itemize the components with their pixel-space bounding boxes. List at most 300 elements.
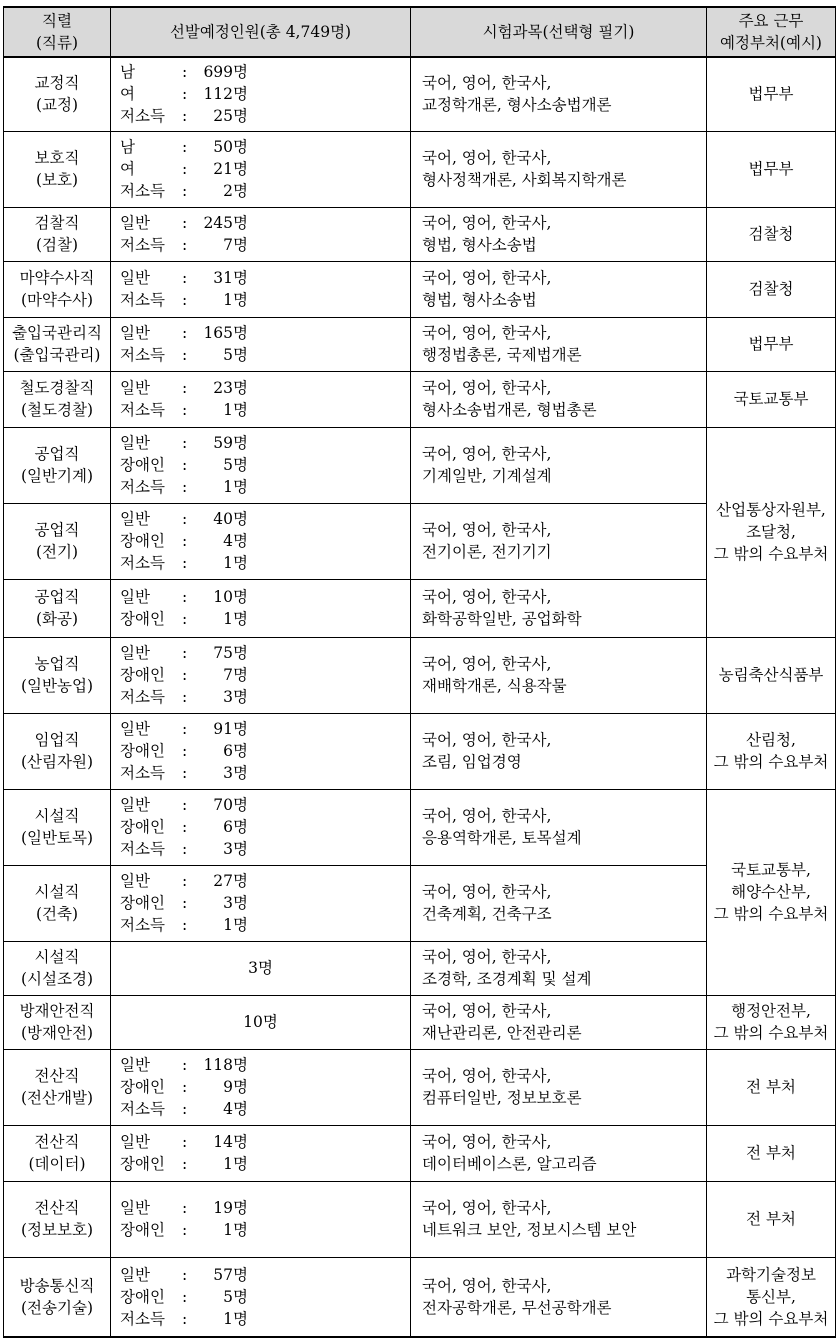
selection-cell (111, 261, 411, 317)
selection-category: 일반 (120, 269, 150, 287)
table-row (4, 1049, 836, 1125)
job-cell (4, 427, 111, 503)
selection-category: 일반 (120, 379, 150, 397)
table-row (4, 131, 836, 207)
subject-line: 재배학개론, 식용작물 (422, 677, 567, 695)
selection-cell (111, 57, 411, 131)
subject-line: 국어, 영어, 한국사, (422, 588, 552, 606)
dept-cell (707, 1257, 836, 1337)
selection-count: 6명 (223, 818, 248, 836)
dept-cell (707, 1049, 836, 1125)
selection-count: 1명 (223, 401, 248, 419)
subjects-cell (411, 1257, 707, 1337)
colon-separator: : (182, 269, 188, 287)
selection-cell (111, 579, 411, 637)
selection-line (120, 816, 410, 838)
selection-category: 저소득 (120, 554, 165, 572)
subject-line: 국어, 영어, 한국사, (422, 948, 552, 966)
subject-line: 형법, 형사소송법 (422, 236, 537, 254)
table-row (4, 995, 836, 1049)
selection-line (120, 608, 410, 630)
selection-count: 1명 (223, 1221, 248, 1239)
colon-separator: : (182, 236, 188, 254)
selection-line (120, 180, 410, 202)
job-line: (검찰) (35, 236, 79, 254)
job-cell (4, 637, 111, 713)
header-dept (707, 7, 836, 57)
dept-line: 그 밖의 수요부처 (713, 1024, 829, 1042)
colon-separator: : (182, 764, 188, 782)
colon-separator: : (182, 107, 188, 126)
selection-cell (111, 1125, 411, 1181)
selection-count: 4명 (223, 1100, 248, 1118)
job-line: 시설직 (34, 807, 80, 825)
selection-cell (111, 207, 411, 261)
table-row (4, 57, 836, 131)
dept-cell (707, 207, 836, 261)
subjects-cell (411, 427, 707, 503)
selection-line (120, 794, 410, 816)
selection-line (120, 914, 410, 936)
job-line: 전산직 (34, 1133, 80, 1151)
colon-separator: : (182, 688, 188, 706)
job-line: (일반농업) (21, 677, 93, 695)
job-line: 임업직 (34, 731, 80, 749)
selection-count: 5명 (223, 346, 248, 364)
selection-category: 저소득 (120, 478, 165, 496)
selection-line (120, 1076, 410, 1098)
selection-count: 1명 (223, 478, 248, 496)
selection-count: 1명 (223, 1155, 248, 1173)
job-line: 철도경찰직 (19, 379, 95, 397)
subjects-cell (411, 713, 707, 789)
selection-category: 일반 (120, 510, 150, 528)
dept-line: 그 밖의 수요부처 (713, 753, 829, 771)
subjects-cell (411, 637, 707, 713)
job-cell (4, 579, 111, 637)
selection-cell (111, 371, 411, 427)
colon-separator: : (182, 532, 188, 550)
header-subjects: 시험과목(선택형 필기) (411, 7, 707, 57)
selection-category: 장애인 (120, 456, 165, 474)
selection-line (120, 508, 410, 530)
selection-line (120, 399, 410, 421)
selection-count: 23명 (213, 379, 248, 397)
dept-line: 산림청, (746, 731, 796, 749)
header-job-line: 직렬 (42, 12, 72, 30)
colon-separator: : (182, 1155, 188, 1173)
selection-line (120, 234, 410, 256)
subjects-cell (411, 503, 707, 579)
dept-cell (707, 427, 836, 637)
colon-separator: : (182, 1309, 188, 1328)
subjects-cell (411, 131, 707, 207)
header-job (4, 7, 111, 57)
job-cell (4, 371, 111, 427)
selection-count: 3명 (223, 894, 248, 912)
selection-count: 699명 (203, 63, 248, 82)
selection-category: 저소득 (120, 107, 165, 126)
table-row (4, 207, 836, 261)
selection-count: 7명 (223, 666, 248, 684)
selection-line (120, 322, 410, 344)
colon-separator: : (182, 1133, 188, 1151)
job-cell (4, 317, 111, 371)
colon-separator: : (182, 1287, 188, 1306)
subject-line: 국어, 영어, 한국사, (422, 445, 552, 463)
dept-cell (707, 789, 836, 995)
selection-category: 장애인 (120, 818, 165, 836)
colon-separator: : (182, 63, 188, 82)
job-line: (시설조경) (21, 970, 93, 988)
selection-category: 장애인 (120, 532, 165, 550)
colon-separator: : (182, 588, 188, 606)
selection-line (120, 289, 410, 311)
selection-line (120, 432, 410, 454)
subject-line: 국어, 영어, 한국사, (422, 324, 552, 342)
colon-separator: : (182, 1199, 188, 1217)
selection-category: 저소득 (120, 1309, 165, 1328)
job-line: 검찰직 (34, 214, 80, 232)
selection-category: 장애인 (120, 610, 165, 628)
colon-separator: : (182, 720, 188, 738)
selection-category: 일반 (120, 644, 150, 662)
dept-line: 검찰청 (748, 225, 794, 243)
selection-cell (111, 637, 411, 713)
selection-count: 3명 (223, 840, 248, 858)
selection-category: 여 (120, 160, 135, 178)
subjects-cell (411, 207, 707, 261)
selection-category: 저소득 (120, 401, 165, 419)
colon-separator: : (182, 379, 188, 397)
table-row (4, 713, 836, 789)
dept-line: 그 밖의 수요부처 (713, 905, 829, 923)
selection-category: 일반 (120, 324, 150, 342)
job-cell (4, 865, 111, 941)
subject-line: 국어, 영어, 한국사, (422, 521, 552, 539)
selection-category: 일반 (120, 720, 150, 738)
job-line: (일반기계) (21, 467, 93, 485)
job-line: 시설직 (34, 948, 80, 966)
subject-line: 국어, 영어, 한국사, (422, 1002, 552, 1020)
selection-count: 4명 (223, 532, 248, 550)
dept-line: 그 밖의 수요부처 (713, 1309, 829, 1328)
subject-line: 교정학개론, 형사소송법개론 (422, 96, 612, 115)
selection-line (120, 377, 410, 399)
job-line: (전송기술) (21, 1298, 93, 1317)
dept-cell (707, 317, 836, 371)
selection-category: 장애인 (120, 894, 165, 912)
dept-line: 국토교통부, (731, 861, 811, 879)
selection-count: 50명 (213, 138, 248, 156)
selection-category: 일반 (120, 214, 150, 232)
subject-line: 국어, 영어, 한국사, (422, 1067, 552, 1085)
selection-cell (111, 427, 411, 503)
job-line: 전산직 (34, 1199, 80, 1217)
selection-category: 장애인 (120, 1155, 165, 1173)
selection-category: 저소득 (120, 840, 165, 858)
colon-separator: : (182, 818, 188, 836)
subjects-cell (411, 579, 707, 637)
selection-line (120, 1131, 410, 1153)
job-cell (4, 207, 111, 261)
subject-line: 네트워크 보안, 정보시스템 보안 (422, 1221, 637, 1239)
job-line: 공업직 (34, 445, 80, 463)
selection-category: 일반 (120, 434, 150, 452)
table-row (4, 317, 836, 371)
colon-separator: : (182, 666, 188, 684)
job-cell (4, 789, 111, 865)
job-cell (4, 503, 111, 579)
selection-line (120, 1197, 410, 1219)
colon-separator: : (182, 742, 188, 760)
subjects-cell (411, 317, 707, 371)
selection-cell (111, 789, 411, 865)
colon-separator: : (182, 894, 188, 912)
job-line: (보호) (35, 171, 79, 189)
subject-line: 국어, 영어, 한국사, (422, 74, 552, 93)
colon-separator: : (182, 1265, 188, 1284)
subject-line: 형사정책개론, 사회복지학개론 (422, 171, 627, 189)
job-line: (방재안전) (21, 1024, 93, 1042)
colon-separator: : (182, 138, 188, 156)
selection-cell (111, 1049, 411, 1125)
subjects-cell (411, 1125, 707, 1181)
colon-separator: : (182, 644, 188, 662)
dept-cell (707, 371, 836, 427)
colon-separator: : (182, 401, 188, 419)
selection-category: 저소득 (120, 291, 165, 309)
subject-line: 국어, 영어, 한국사, (422, 883, 552, 901)
job-line: (철도경찰) (21, 401, 93, 419)
job-cell (4, 57, 111, 131)
selection-line (120, 105, 410, 127)
selection-category: 장애인 (120, 742, 165, 760)
selection-cell (111, 1181, 411, 1257)
job-line: 시설직 (34, 883, 80, 901)
job-line: (전기) (35, 543, 79, 561)
job-cell (4, 1181, 111, 1257)
colon-separator: : (182, 85, 188, 104)
selection-total-cell: 3명 (111, 941, 411, 995)
selection-line (120, 267, 410, 289)
selection-count: 27명 (213, 872, 248, 890)
selection-category: 남 (120, 63, 135, 82)
selection-cell (111, 865, 411, 941)
selection-count: 5명 (223, 456, 248, 474)
selection-count: 6명 (223, 742, 248, 760)
subject-line: 국어, 영어, 한국사, (422, 269, 552, 287)
job-line: 공업직 (34, 521, 80, 539)
table-row (4, 1181, 836, 1257)
job-line: 교정직 (34, 74, 80, 93)
subjects-cell (411, 261, 707, 317)
subjects-cell (411, 1049, 707, 1125)
job-line: 전산직 (34, 1067, 80, 1085)
selection-count: 70명 (213, 796, 248, 814)
subjects-cell (411, 371, 707, 427)
job-cell (4, 941, 111, 995)
selection-line (120, 61, 410, 83)
job-line: 방재안전직 (19, 1002, 95, 1020)
job-line: (출입국관리) (13, 346, 101, 364)
subject-line: 전자공학개론, 무선공학개론 (422, 1298, 612, 1317)
selection-line (120, 686, 410, 708)
table-body (4, 57, 836, 1337)
selection-category: 장애인 (120, 1078, 165, 1096)
subjects-cell (411, 789, 707, 865)
job-cell (4, 713, 111, 789)
subjects-cell (411, 57, 707, 131)
selection-count: 3명 (223, 688, 248, 706)
job-cell (4, 131, 111, 207)
header-row (4, 7, 836, 57)
job-cell (4, 261, 111, 317)
selection-count: 7명 (223, 236, 248, 254)
selection-line (120, 892, 410, 914)
selection-total-cell: 10명 (111, 995, 411, 1049)
dept-cell (707, 261, 836, 317)
subject-line: 국어, 영어, 한국사, (422, 655, 552, 673)
selection-category: 저소득 (120, 346, 165, 364)
selection-line (120, 642, 410, 664)
subject-line: 조림, 임업경영 (422, 753, 522, 771)
selection-category: 저소득 (120, 1100, 165, 1118)
selection-category: 일반 (120, 1056, 150, 1074)
colon-separator: : (182, 456, 188, 474)
selection-count: 91명 (213, 720, 248, 738)
selection-category: 일반 (120, 1265, 150, 1284)
selection-line (120, 212, 410, 234)
selection-line (120, 136, 410, 158)
selection-count: 1명 (223, 916, 248, 934)
subject-line: 데이터베이스론, 알고리즘 (422, 1155, 597, 1173)
selection-category: 일반 (120, 872, 150, 890)
job-line: (교정) (35, 96, 79, 115)
colon-separator: : (182, 1221, 188, 1239)
job-cell (4, 995, 111, 1049)
subject-line: 국어, 영어, 한국사, (422, 731, 552, 749)
selection-cell (111, 131, 411, 207)
selection-line (120, 664, 410, 686)
selection-category: 저소득 (120, 688, 165, 706)
header-selection: 선발예정인원(총 4,749명) (111, 7, 411, 57)
selection-category: 남 (120, 138, 135, 156)
selection-count: 1명 (223, 1309, 248, 1328)
job-cell (4, 1257, 111, 1337)
selection-count: 75명 (213, 644, 248, 662)
job-cell (4, 1049, 111, 1125)
selection-line (120, 1219, 410, 1241)
dept-line: 농림축산식품부 (718, 666, 824, 684)
dept-cell (707, 713, 836, 789)
job-line: (데이터) (28, 1155, 86, 1173)
selection-cell (111, 1257, 411, 1337)
selection-category: 장애인 (120, 666, 165, 684)
colon-separator: : (182, 478, 188, 496)
dept-line: 법무부 (748, 160, 794, 178)
selection-count: 59명 (213, 434, 248, 452)
colon-separator: : (182, 324, 188, 342)
selection-line (120, 83, 410, 105)
selection-category: 장애인 (120, 1287, 165, 1306)
selection-line (120, 552, 410, 574)
colon-separator: : (182, 1100, 188, 1118)
selection-count: 2명 (223, 182, 248, 200)
selection-count: 9명 (223, 1078, 248, 1096)
subjects-cell (411, 1181, 707, 1257)
selection-count: 21명 (213, 160, 248, 178)
selection-category: 저소득 (120, 236, 165, 254)
colon-separator: : (182, 554, 188, 572)
subjects-cell (411, 865, 707, 941)
selection-cell (111, 503, 411, 579)
selection-line (120, 740, 410, 762)
dept-cell (707, 1181, 836, 1257)
table-row (4, 261, 836, 317)
colon-separator: : (182, 916, 188, 934)
selection-category: 일반 (120, 796, 150, 814)
selection-line (120, 1054, 410, 1076)
selection-count: 3명 (223, 764, 248, 782)
dept-line: 그 밖의 수요부처 (713, 545, 829, 563)
job-line: (산림자원) (21, 753, 93, 771)
colon-separator: : (182, 610, 188, 628)
selection-count: 1명 (223, 554, 248, 572)
selection-category: 일반 (120, 1133, 150, 1151)
selection-line (120, 586, 410, 608)
dept-line: 전 부처 (746, 1078, 796, 1096)
dept-line: 법무부 (748, 335, 794, 353)
job-line: (전산개발) (21, 1089, 93, 1107)
colon-separator: : (182, 291, 188, 309)
subject-line: 형사소송법개론, 형법총론 (422, 401, 597, 419)
job-line: (정보보호) (21, 1221, 93, 1239)
subject-line: 국어, 영어, 한국사, (422, 379, 552, 397)
subject-line: 국어, 영어, 한국사, (422, 807, 552, 825)
subjects-cell (411, 995, 707, 1049)
job-line: 출입국관리직 (12, 324, 102, 342)
subject-line: 건축계획, 건축구조 (422, 905, 552, 923)
dept-line: 법무부 (748, 85, 794, 104)
selection-line (120, 476, 410, 498)
dept-line: 조달청, (746, 523, 796, 541)
job-line: (일반토목) (21, 829, 93, 847)
selection-line (120, 838, 410, 860)
job-line: (화공) (35, 610, 79, 628)
header-dept-line: 주요 근무 (738, 12, 804, 30)
selection-line (120, 718, 410, 740)
subject-line: 국어, 영어, 한국사, (422, 1199, 552, 1217)
dept-line: 산업통상자원부, (716, 501, 826, 519)
selection-count: 14명 (213, 1133, 248, 1151)
subject-line: 전기이론, 전기기기 (422, 543, 552, 561)
header-dept-line: 예정부처(예시) (720, 34, 822, 52)
subject-line: 형법, 형사소송법 (422, 291, 537, 309)
selection-count: 5명 (223, 1287, 248, 1306)
dept-line: 해양수산부, (731, 883, 811, 901)
job-line: 농업직 (34, 655, 80, 673)
selection-count: 245명 (203, 214, 248, 232)
dept-line: 전 부처 (746, 1144, 796, 1162)
job-line: (건축) (35, 905, 79, 923)
selection-category: 저소득 (120, 916, 165, 934)
dept-cell (707, 637, 836, 713)
dept-cell (707, 995, 836, 1049)
colon-separator: : (182, 1078, 188, 1096)
selection-line (120, 762, 410, 784)
colon-separator: : (182, 510, 188, 528)
